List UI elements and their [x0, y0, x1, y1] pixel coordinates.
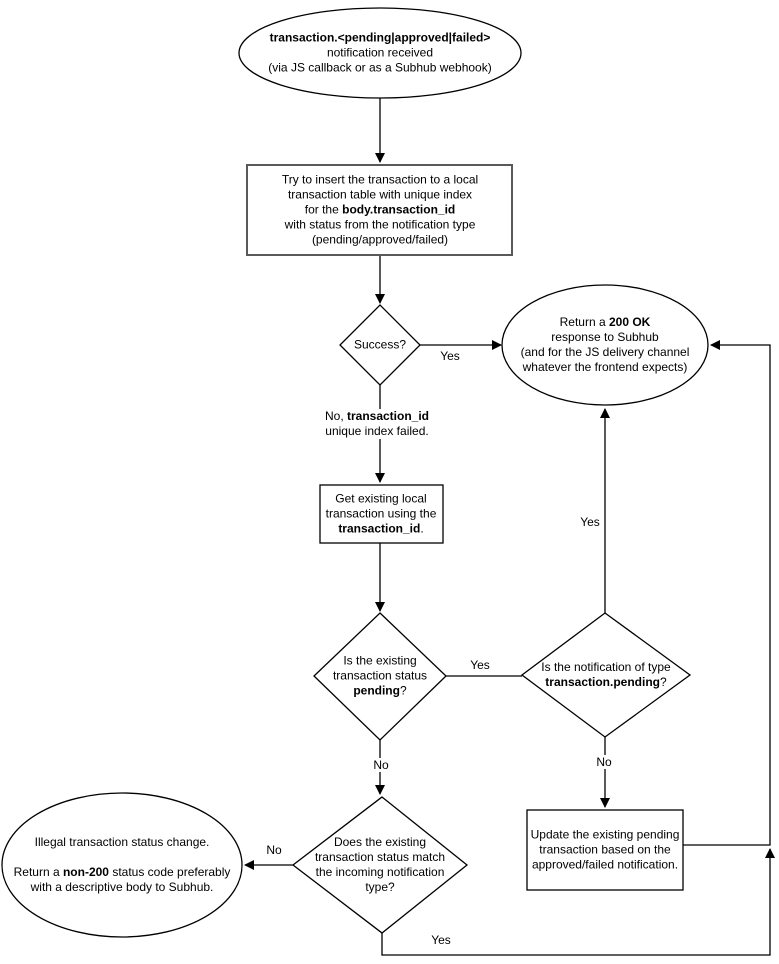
get-existing-transaction-label: Get existing local transaction using the transaction_id. — [325, 491, 437, 536]
connector-update-pending-to-return200 — [683, 345, 770, 845]
edge-label-pending-no: No — [373, 758, 389, 772]
return-200-ok-label: Return a 200 OK response to Subhub (and for the JS delivery channel whatever the frontend expects) — [520, 315, 690, 374]
start-ellipse-label: transaction.<pending|approved|failed> notification received (via JS callback or as a Subhub webhook) — [268, 30, 492, 75]
success-decision-label: Success? — [353, 337, 407, 352]
insert-transaction-label: Try to insert the transaction to a local transaction table with unique index for the body.transaction_id with status from the notification type (pending/approved/failed) — [281, 172, 479, 247]
edge-label-match-yes: Yes — [431, 933, 451, 947]
edge-label-notification-yes: Yes — [580, 515, 600, 529]
status-match-decision-label: Does the existing transaction status match the incoming notification type? — [314, 835, 446, 894]
status-pending-decision-label: Is the existing transaction status pending? — [332, 653, 428, 698]
edge-label-success-yes: Yes — [440, 349, 460, 363]
notification-type-decision-label: Is the notification of type transaction.pending? — [541, 660, 671, 689]
illegal-status-change-label: Illegal transaction status change. Return a non-200 status code preferably with a descriptive body to Subhub. — [13, 835, 231, 894]
edge-label-match-no: No — [266, 843, 282, 857]
edge-label-notification-no: No — [596, 755, 612, 769]
update-pending-transaction-label: Update the existing pending transaction based on the approved/failed notification. — [530, 827, 680, 872]
edge-label-success-no: No, transaction_id unique index failed. — [324, 409, 430, 438]
edge-label-pending-yes: Yes — [470, 658, 490, 672]
